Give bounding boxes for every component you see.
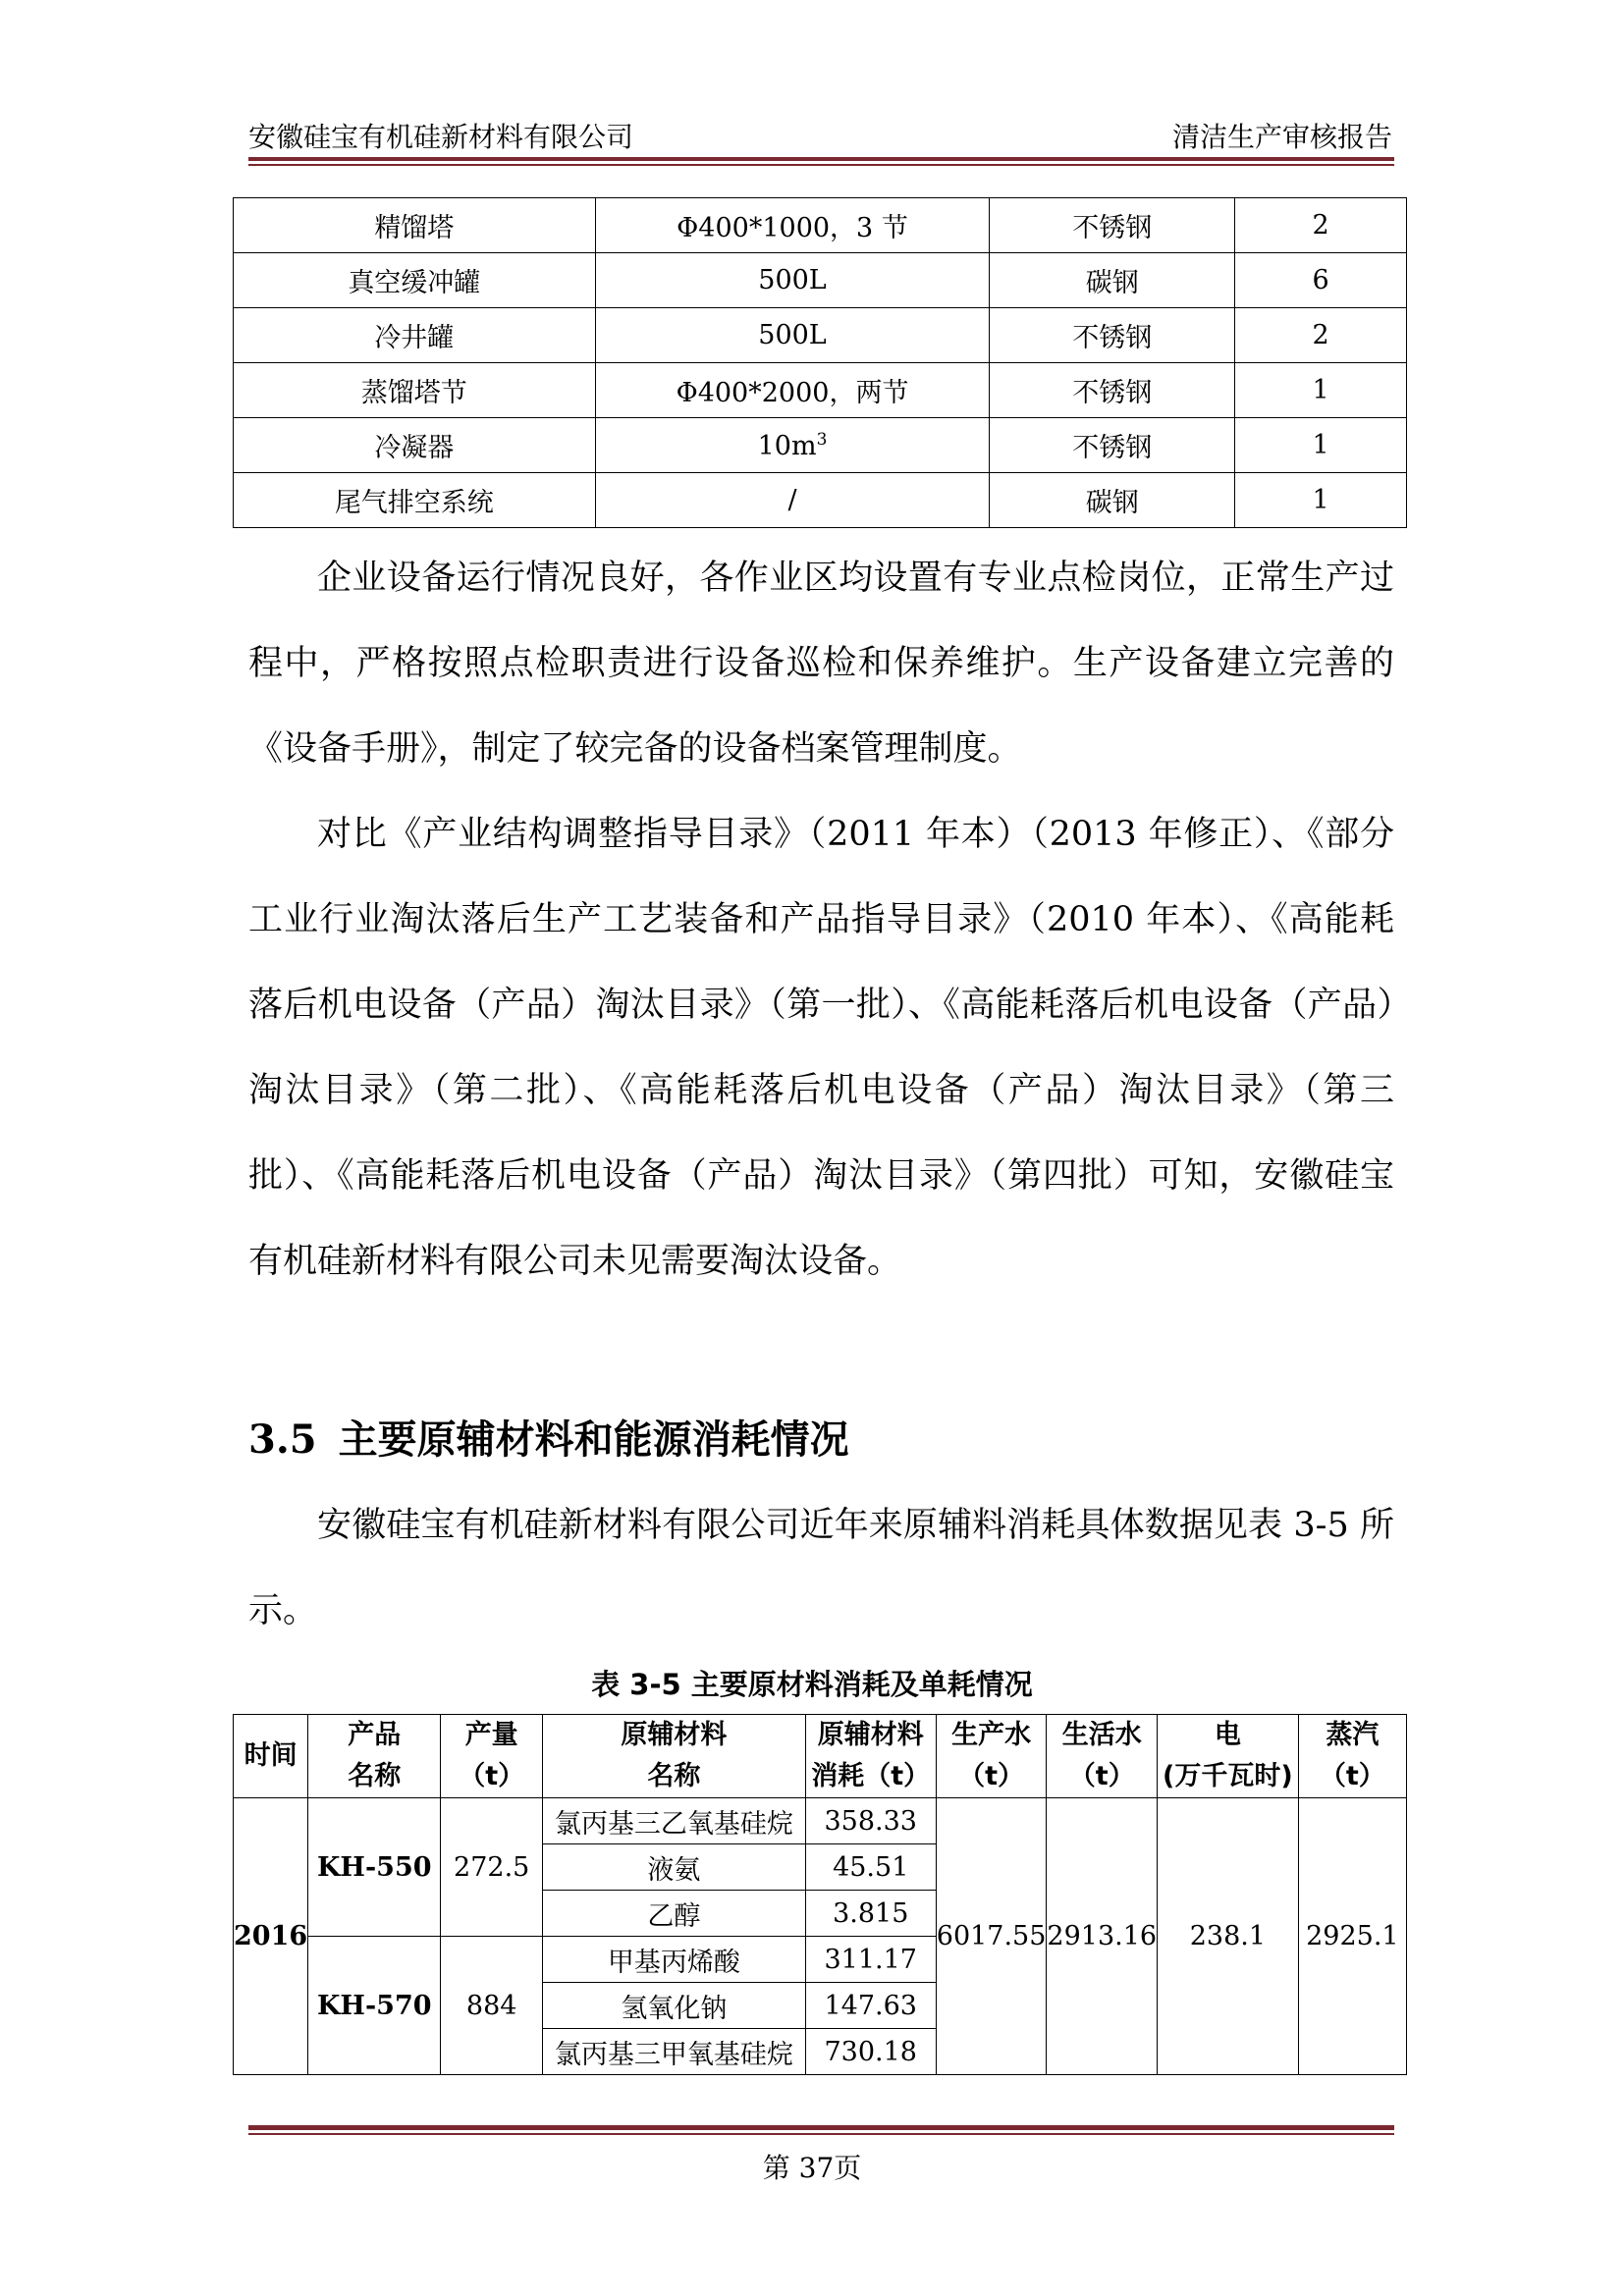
equipment-material: 不锈钢: [990, 198, 1235, 253]
header-product: [308, 1715, 441, 1798]
material-qty: 3.815: [805, 1891, 936, 1937]
header-output: [441, 1715, 543, 1798]
equipment-count: 6: [1235, 253, 1407, 308]
header-line: （t）: [1319, 1761, 1385, 1791]
table-row: [234, 1798, 1407, 1844]
header-line: 原辅材料: [817, 1720, 924, 1750]
superscript: 3: [816, 429, 828, 450]
footer-rule-thick: [248, 2125, 1394, 2130]
table-row: [234, 363, 1407, 418]
header-time: 时间: [234, 1715, 308, 1798]
table-header-row: [234, 1715, 1407, 1798]
header-line: 产品: [348, 1720, 402, 1750]
material-name: 氯丙基三甲氧基硅烷: [543, 2029, 806, 2075]
product-name: KH-550: [308, 1798, 441, 1937]
paragraph: 安徽硅宝有机硅新材料有限公司近年来原辅料消耗具体数据见表 3-5 所示。: [248, 1506, 1394, 1630]
table-row: [234, 308, 1407, 363]
equipment-count: 2: [1235, 198, 1407, 253]
material-name: 乙醇: [543, 1891, 806, 1937]
body-text: [248, 536, 1394, 1305]
section-number: 3.5: [248, 1416, 317, 1463]
equipment-name: 真空缓冲罐: [234, 253, 596, 308]
equipment-count: 1: [1235, 363, 1407, 418]
equipment-spec: 500L: [595, 253, 990, 308]
material-qty: 730.18: [805, 2029, 936, 2075]
material-name: 氢氧化钠: [543, 1983, 806, 2029]
header-line: (万千瓦时): [1163, 1761, 1293, 1791]
steam-value: 2925.1: [1298, 1798, 1406, 2075]
header-line: （t）: [459, 1761, 525, 1791]
equipment-material: 不锈钢: [990, 418, 1235, 473]
equipment-spec-value: 10m: [757, 430, 817, 461]
header-line: 消耗（t）: [811, 1761, 931, 1791]
equipment-spec: 500L: [595, 308, 990, 363]
equipment-material: 碳钢: [990, 253, 1235, 308]
header-line: 生活水: [1061, 1720, 1142, 1750]
material-name: 甲基丙烯酸: [543, 1937, 806, 1983]
intro-text: [248, 1483, 1394, 1654]
equipment-count: 1: [1235, 473, 1407, 528]
header-company: 安徽硅宝有机硅新材料有限公司: [248, 121, 634, 153]
header-line: 蒸汽: [1326, 1720, 1380, 1750]
header-electricity: [1158, 1715, 1299, 1798]
header-line: （t）: [958, 1761, 1025, 1791]
header-steam: [1298, 1715, 1406, 1798]
material-name: 液氨: [543, 1844, 806, 1891]
header-domestic-water: [1047, 1715, 1158, 1798]
year-cell: 2016: [234, 1798, 308, 2075]
header-rule-thick: [248, 157, 1394, 161]
equipment-name: 尾气排空系统: [234, 473, 596, 528]
equipment-name: 精馏塔: [234, 198, 596, 253]
table-row: [234, 253, 1407, 308]
header-production-water: [936, 1715, 1047, 1798]
material-qty: 147.63: [805, 1983, 936, 2029]
footer-rule-thin: [248, 2133, 1394, 2135]
equipment-material: 碳钢: [990, 473, 1235, 528]
product-name: KH-570: [308, 1937, 441, 2075]
header-material: [543, 1715, 806, 1798]
material-qty: 358.33: [805, 1798, 936, 1844]
header-consumption: [805, 1715, 936, 1798]
header-line: 原辅材料: [621, 1720, 728, 1750]
header-line: 名称: [647, 1761, 701, 1791]
header-line: （t）: [1068, 1761, 1135, 1791]
table-row: [234, 418, 1407, 473]
table-row: [234, 198, 1407, 253]
equipment-material: 不锈钢: [990, 308, 1235, 363]
header-line: 生产水: [951, 1720, 1032, 1750]
equipment-count: 2: [1235, 308, 1407, 363]
domestic-water-value: 2913.16: [1047, 1798, 1158, 2075]
header-rule-thin: [248, 164, 1394, 166]
equipment-count: 1: [1235, 418, 1407, 473]
equipment-material: 不锈钢: [990, 363, 1235, 418]
product-output: 884: [441, 1937, 543, 2075]
paragraph: 企业设备运行情况良好，各作业区均设置有专业点检岗位，正常生产过程中，严格按照点检职责进行设备巡检和保养维护。生产设备建立完善的《设备手册》，制定了较完备的设备档案管理制度。: [248, 559, 1394, 769]
table-caption: 表 3-5 主要原材料消耗及单耗情况: [591, 1668, 1033, 1701]
equipment-name: 冷凝器: [234, 418, 596, 473]
electricity-value: 238.1: [1158, 1798, 1299, 2075]
equipment-table: [233, 197, 1407, 528]
header-line: 电: [1214, 1720, 1241, 1750]
material-qty: 45.51: [805, 1844, 936, 1891]
equipment-name: 冷井罐: [234, 308, 596, 363]
section-heading: [248, 1409, 849, 1465]
equipment-spec: Φ400*2000，两节: [595, 363, 990, 418]
section-title: 主要原辅材料和能源消耗情况: [338, 1417, 849, 1463]
equipment-spec: Φ400*1000，3 节: [595, 198, 990, 253]
material-name: 氯丙基三乙氧基硅烷: [543, 1798, 806, 1844]
equipment-spec: [595, 418, 990, 473]
materials-table: [233, 1714, 1407, 2075]
paragraph: 对比《产业结构调整指导目录》（2011 年本）（2013 年修正）、《部分工业行业淘汰落后生产工艺装备和产品指导目录》（2010 年本）、《高能耗落后机电设备（产品）淘汰目录》（第一批）、《高能耗落后机电设备（产品）淘汰目录》（第二批）、《高能耗落后机电设备（产品）淘汰目录》（第三批）、《高能耗落后机电设备（产品）淘汰目录》（第四批）可知，安徽硅宝有机硅新材料有限公司未见需要淘汰设备。: [248, 815, 1394, 1281]
header-report-title: 清洁生产审核报告: [1171, 121, 1392, 153]
material-qty: 311.17: [805, 1937, 936, 1983]
equipment-spec: /: [595, 473, 990, 528]
page-number: 第 37页: [762, 2152, 862, 2184]
header-line: 产量: [464, 1720, 518, 1750]
table-row: [234, 473, 1407, 528]
equipment-name: 蒸馏塔节: [234, 363, 596, 418]
product-output: 272.5: [441, 1798, 543, 1937]
production-water-value: 6017.55: [936, 1798, 1047, 2075]
header-line: 名称: [348, 1761, 402, 1791]
